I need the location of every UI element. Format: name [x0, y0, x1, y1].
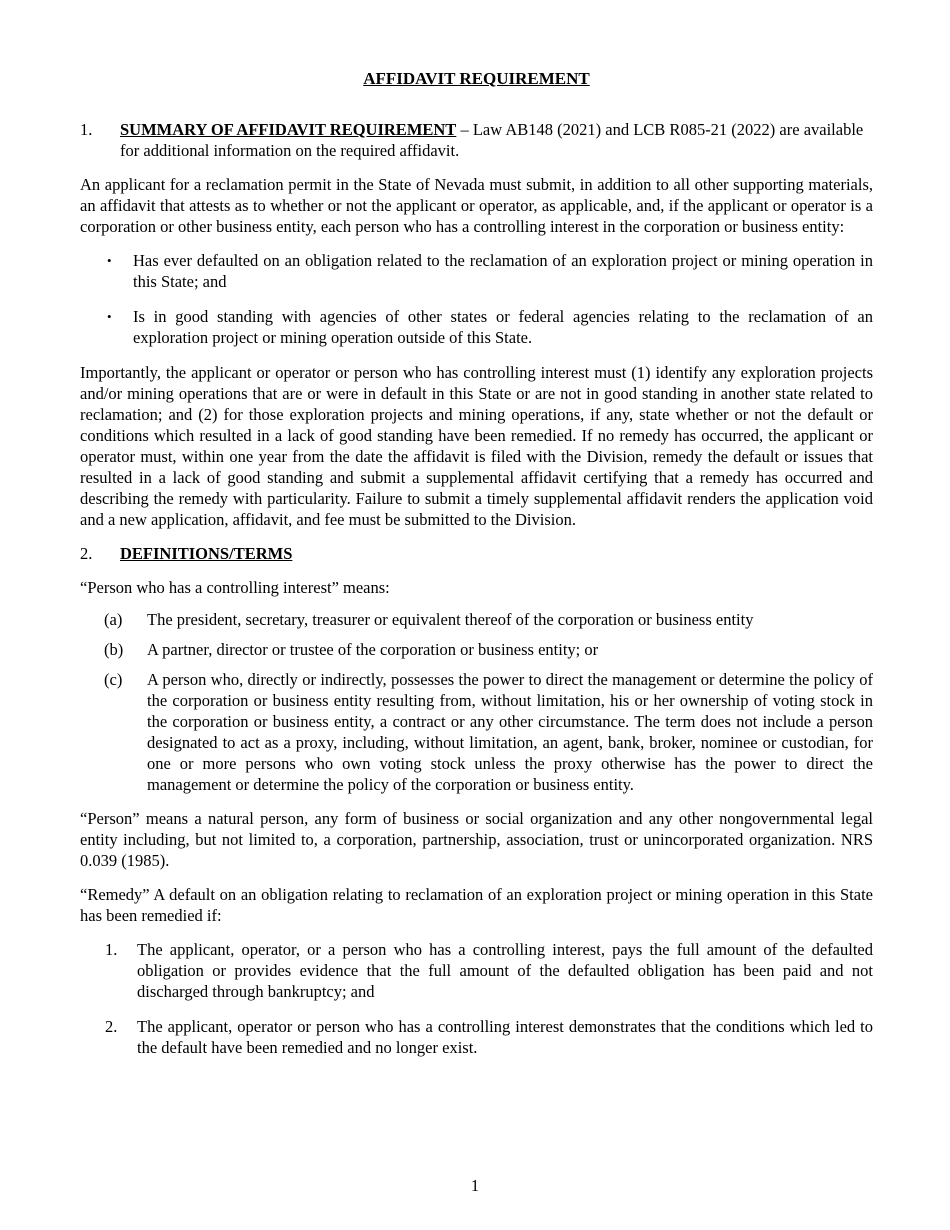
section-2-heading-body — [120, 543, 873, 564]
bullet-item — [80, 306, 873, 348]
definition-item-a — [80, 609, 873, 630]
page-number: 1 — [470, 1176, 480, 1195]
bullet-item-text: Is in good standing with agencies of other states or federal agencies relating to the reclamation of an exploration project or mining operation outside of this State. — [133, 307, 873, 347]
section-1-heading-title: SUMMARY OF AFFIDAVIT REQUIREMENT — [120, 120, 457, 139]
remedy-item-text: The applicant, operator, or a person who has a controlling interest, pays the full amount of the defaulted obligation or provides evidence that the full amount of the defaulted obligation has been paid and not discharged through bankruptcy; and — [137, 940, 873, 1001]
section-1-number: 1. — [80, 120, 93, 139]
definition-item-text: The president, secretary, treasurer or equivalent thereof of the corporation or business entity — [147, 610, 754, 629]
bullet-item — [80, 250, 873, 292]
bullet-item-text: Has ever defaulted on an obligation related to the reclamation of an exploration project or mining operation in this State; and — [133, 251, 873, 291]
definition-item-b — [80, 639, 873, 660]
section-1-heading-body — [120, 119, 873, 161]
definition-item-c — [80, 669, 873, 795]
definition-item-label: (b) — [104, 640, 124, 659]
remedy-item-2 — [80, 1016, 873, 1058]
section-2-heading-title: DEFINITIONS/TERMS — [120, 544, 293, 563]
importantly-paragraph: Importantly, the applicant or operator or person who has controlling interest must (1) identify any exploration projects and/or mining operations that are or were in default in this State or are not in good standing in another state related to reclamation; and (2) for those exploration projects and mining operations, if any, state whether or not the default or conditions which resulted in a lack of good standing have been remedied. If no remedy has occurred, the applicant or operator must, within one year from the date the affidavit is filed with the Division, remedy the default or issues that resulted in a lack of good standing and submit a supplemental affidavit certifying that a remedy has occurred and describing the remedy with particularity. Failure to submit a timely supplemental affidavit renders the application void and a new application, affidavit, and fee must be submitted to the Division. — [80, 363, 873, 529]
definition-list — [80, 609, 873, 795]
section-2-number: 2. — [80, 544, 93, 563]
bullet-icon: • — [107, 253, 112, 268]
section-2-heading — [80, 543, 873, 564]
definition-item-text: A person who, directly or indirectly, possesses the power to direct the management or determine the policy of the corporation or business entity resulting from, without limitation, his or her ownership of voting stock in the corporation or business entity, a contract or any other circumstance. The term does not include a person designated to act as a proxy, including, without limitation, an agent, bank, broker, nominee or custodian, for one or more persons who own voting stock unless the proxy otherwise has the power to direct the management or determine the policy of the corporation or business entity. — [147, 670, 873, 794]
remedy-item-text: The applicant, operator or person who has a controlling interest demonstrates that the conditions which led to the default have been remedied and no longer exist. — [137, 1017, 873, 1057]
remedy-list — [80, 939, 873, 1058]
remedy-item-1 — [80, 939, 873, 1002]
document-title: AFFIDAVIT REQUIREMENT — [363, 69, 590, 88]
definition-item-label: (c) — [104, 670, 123, 689]
person-definition-paragraph: “Person” means a natural person, any form of business or social organization and any other nongovernmental legal entity including, but not limited to, a corporation, partnership, association, trust or unincorporated organization. NRS 0.039 (1985). — [80, 809, 873, 870]
controlling-interest-lead: “Person who has a controlling interest” means: — [80, 578, 390, 597]
section-1-heading-suffix: – Law AB148 (2021) and LCB R085-21 (2022) are available for additional information on the required affidavit. — [120, 120, 864, 160]
remedy-item-number: 2. — [105, 1017, 118, 1036]
bullet-list — [80, 250, 873, 348]
intro-paragraph: An applicant for a reclamation permit in the State of Nevada must submit, in addition to all other supporting materials, an affidavit that attests as to whether or not the applicant or operator, as applicable, and, if the applicant or operator is a corporation or other business entity, each person who has a controlling interest in the corporation or business entity: — [80, 175, 873, 236]
remedy-lead-paragraph: “Remedy” A default on an obligation relating to reclamation of an exploration project or mining operation in this State has been remedied if: — [80, 885, 873, 925]
definition-item-text: A partner, director or trustee of the corporation or business entity; or — [147, 640, 599, 659]
bullet-icon: • — [107, 309, 112, 324]
definition-item-label: (a) — [104, 610, 123, 629]
section-1-heading — [80, 119, 873, 161]
remedy-item-number: 1. — [105, 940, 118, 959]
